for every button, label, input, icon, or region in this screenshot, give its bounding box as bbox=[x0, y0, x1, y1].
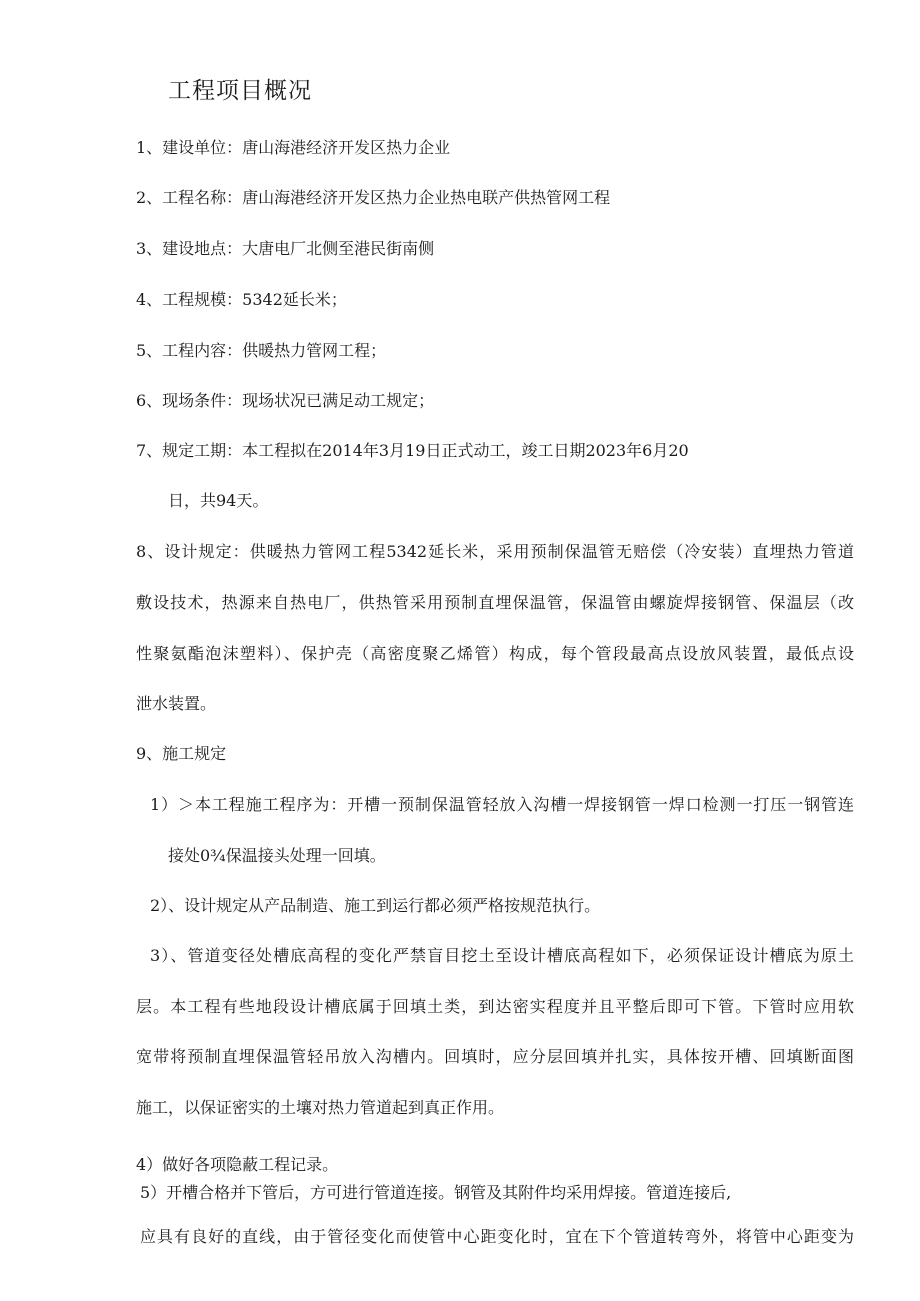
page-title: 工程项目概况 bbox=[168, 78, 312, 104]
sub-2: 2）、设计规定从产品制造、施工到运行都必须严格按规范执行。 bbox=[150, 896, 601, 915]
item-8-design-line-3: 性聚氨酯泡沫塑料）、保护壳（高密度聚乙烯管）构成，每个管段最高点设放风装置，最低点设 bbox=[136, 644, 854, 663]
item-8-design-line-2: 敷设技术，热源来自热电厂，供热管采用预制直埋保温管，保温管由螺旋焊接钢管、保温层（改 bbox=[136, 593, 854, 612]
item-7-schedule-line-2: 日，共94天。 bbox=[168, 491, 269, 510]
item-5-project-content: 5、工程内容：供暖热力管网工程； bbox=[136, 341, 387, 360]
item-2-project-name: 2、工程名称：唐山海港经济开发区热力企业热电联产供热管网工程 bbox=[136, 188, 611, 207]
item-8-design-line-4: 泄水装置。 bbox=[136, 694, 217, 713]
sub-3-line-1: 3）、管道变径处槽底高程的变化严禁盲目挖土至设计槽底高程如下，必须保证设计槽底为原土 bbox=[150, 946, 854, 965]
sub-3-line-2: 层。本工程有些地段设计槽底属于回填土类，到达密实程度并且平整后即可下管。下管时应用软 bbox=[136, 997, 854, 1016]
sub-1-line-1: 1）＞本工程施工程序为：开槽一预制保温管轻放入沟槽一焊接钢管一焊口检测一打压一钢管连 bbox=[150, 795, 854, 814]
sub-3-line-3: 宽带将预制直埋保温管轻吊放入沟槽内。回填时，应分层回填并扎实，具体按开槽、回填断面图 bbox=[136, 1047, 854, 1066]
sub-1-line-2: 接处0¾保温接头处理一回填。 bbox=[168, 846, 386, 865]
sub-3-line-4: 施工，以保证密实的土壤对热力管道起到真正作用。 bbox=[136, 1098, 505, 1117]
item-7-schedule-line-1: 7、规定工期：本工程拟在2014年3月19日正式动工，竣工日期2023年6月20 bbox=[136, 441, 689, 460]
item-3-construction-site: 3、建设地点：大唐电厂北侧至港民街南侧 bbox=[136, 239, 435, 258]
item-6-site-conditions: 6、现场条件：现场状况已满足动工规定； bbox=[136, 391, 435, 410]
sub-4: 4）做好各项隐蔽工程记录。 bbox=[136, 1155, 339, 1174]
item-4-project-scale: 4、工程规模：5342延长米； bbox=[136, 290, 347, 309]
sub-5-line-1: 5）开槽合格并下管后，方可进行管道连接。钢管及其附件均采用焊接。管道连接后, bbox=[140, 1183, 732, 1202]
item-9-heading: 9、施工规定 bbox=[136, 744, 227, 763]
sub-5-line-2: 应具有良好的直线，由于管径变化而使管中心距变化时，宜在下个管道转弯外，将管中心距变为 bbox=[140, 1227, 854, 1246]
item-1-construction-unit: 1、建设单位：唐山海港经济开发区热力企业 bbox=[136, 138, 451, 157]
item-8-design-line-1: 8、设计规定：供暖热力管网工程5342延长米，采用预制保温管无赔偿（冷安装）直埋热力管道 bbox=[136, 542, 854, 561]
